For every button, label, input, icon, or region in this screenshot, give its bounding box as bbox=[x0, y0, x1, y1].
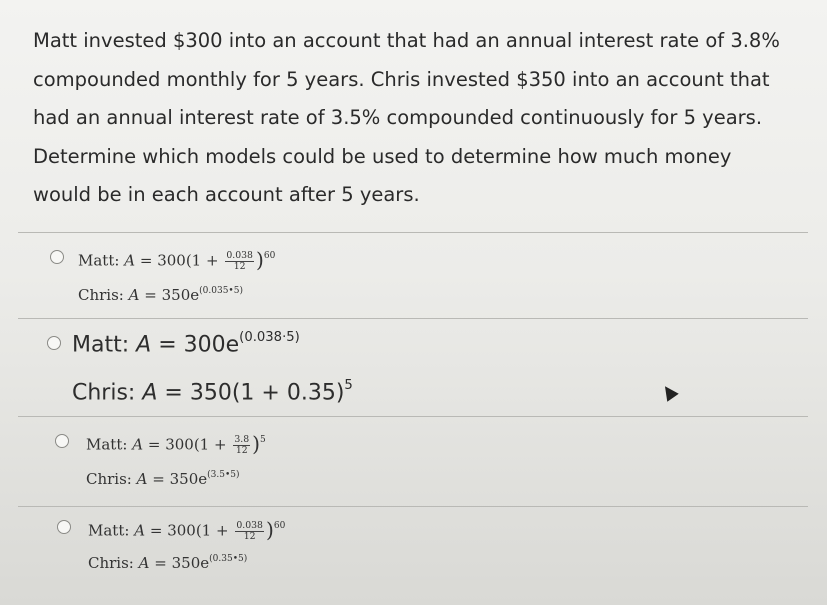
formula-exponent: (0.35•5) bbox=[209, 554, 248, 564]
formula-principal: 300(1 + bbox=[165, 435, 227, 454]
question-line: would be in each account after 5 years. bbox=[33, 183, 420, 206]
formula-equals: = bbox=[154, 554, 167, 573]
formula-variable: A bbox=[136, 470, 148, 489]
formula-label: Matt: bbox=[78, 251, 120, 270]
formula-base: 350e bbox=[171, 554, 210, 573]
formula-exponent: (0.035•5) bbox=[199, 286, 243, 296]
fraction-numerator: 3.8 bbox=[234, 434, 250, 446]
question-line: compounded monthly for 5 years. Chris invested $350 into an account that bbox=[33, 67, 770, 91]
formula-exponent: (0.038·5) bbox=[239, 330, 300, 345]
radio-button-1[interactable] bbox=[50, 250, 64, 264]
formula-label: Chris: bbox=[72, 380, 136, 406]
formula-equals: = bbox=[147, 435, 161, 454]
question-line: Determine which models could be used to determine how much money bbox=[33, 144, 732, 168]
formula-equals: = bbox=[152, 470, 165, 489]
formula-exponent: 5 bbox=[344, 378, 353, 393]
formula-equals: = bbox=[158, 332, 177, 358]
formula-variable: A bbox=[136, 332, 152, 358]
divider bbox=[18, 318, 808, 319]
formula-variable: A bbox=[138, 554, 150, 573]
fraction-denominator: 12 bbox=[233, 260, 246, 272]
question-line: Matt invested $300 into an account that had an annual interest rate of 3.8% bbox=[33, 29, 780, 52]
rate-fraction bbox=[225, 251, 254, 272]
chris-formula bbox=[72, 378, 353, 406]
formula-label: Matt: bbox=[88, 521, 130, 540]
formula-close-paren: ) bbox=[255, 248, 264, 272]
matt-formula bbox=[86, 432, 266, 456]
fraction-denominator: 12 bbox=[235, 444, 248, 456]
divider bbox=[18, 506, 808, 507]
formula-variable: A bbox=[124, 251, 136, 270]
fraction-numerator: 0.038 bbox=[226, 250, 253, 262]
formula-principal: 300(1 + bbox=[167, 521, 229, 540]
formula-equals: = bbox=[164, 380, 183, 406]
formula-variable: A bbox=[142, 380, 158, 406]
formula-base: 350e bbox=[169, 470, 208, 489]
matt-formula bbox=[72, 330, 300, 358]
formula-base: 300e bbox=[183, 332, 240, 358]
formula-exponent: 5 bbox=[260, 435, 266, 446]
formula-label: Matt: bbox=[86, 435, 128, 454]
radio-button-2[interactable] bbox=[47, 336, 61, 350]
rate-fraction bbox=[235, 521, 264, 542]
matt-formula bbox=[88, 518, 285, 542]
formula-variable: A bbox=[132, 435, 144, 454]
divider bbox=[18, 416, 808, 417]
formula-variable: A bbox=[128, 286, 140, 305]
formula-body: 350(1 + 0.35) bbox=[189, 380, 345, 406]
formula-principal: 300(1 + bbox=[157, 251, 219, 270]
chris-formula bbox=[78, 286, 243, 304]
radio-button-3[interactable] bbox=[55, 434, 69, 448]
formula-equals: = bbox=[144, 286, 157, 305]
fraction-denominator: 12 bbox=[243, 530, 256, 542]
formula-label: Chris: bbox=[88, 554, 134, 573]
formula-exponent: 60 bbox=[263, 251, 276, 262]
formula-equals: = bbox=[149, 521, 163, 540]
chris-formula bbox=[86, 470, 240, 488]
mouse-cursor-icon bbox=[659, 382, 678, 401]
chris-formula bbox=[88, 554, 247, 572]
formula-label: Chris: bbox=[86, 470, 132, 489]
formula-exponent: 60 bbox=[273, 521, 286, 532]
formula-exponent: (3.5•5) bbox=[207, 470, 240, 480]
fraction-numerator: 0.038 bbox=[236, 520, 263, 532]
formula-variable: A bbox=[134, 521, 146, 540]
formula-close-paren: ) bbox=[252, 432, 261, 456]
radio-button-4[interactable] bbox=[57, 520, 71, 534]
matt-formula bbox=[78, 248, 275, 272]
formula-equals: = bbox=[139, 251, 153, 270]
question-line: had an annual interest rate of 3.5% compounded continuously for 5 years. bbox=[33, 106, 763, 129]
rate-fraction bbox=[233, 435, 250, 456]
question-text bbox=[33, 22, 808, 215]
formula-label: Matt: bbox=[72, 332, 130, 358]
divider bbox=[18, 232, 808, 233]
formula-base: 350e bbox=[161, 286, 200, 305]
formula-close-paren: ) bbox=[265, 518, 274, 542]
formula-label: Chris: bbox=[78, 286, 124, 305]
